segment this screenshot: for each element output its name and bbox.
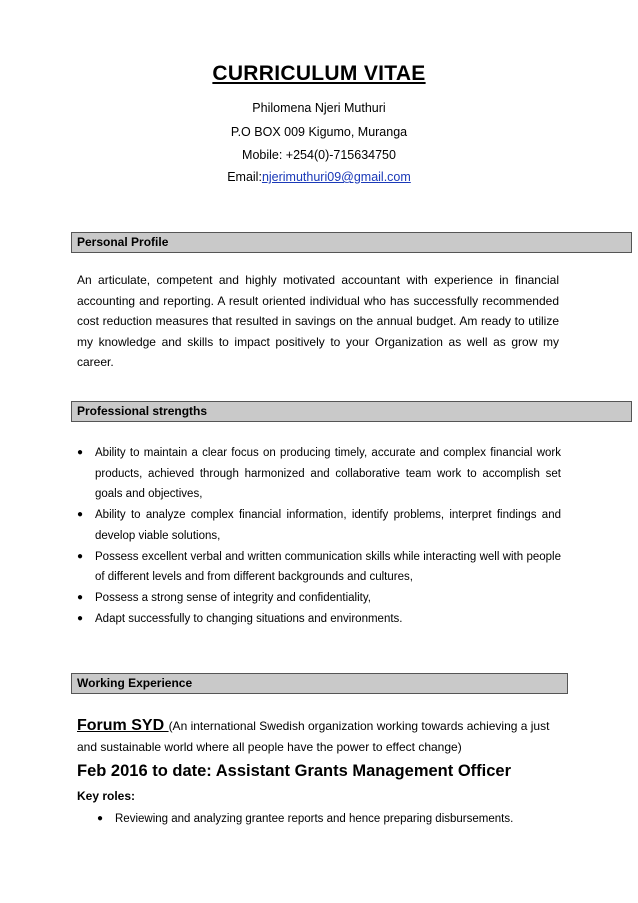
email-link[interactable]: njerimuthuri09@gmail.com xyxy=(261,170,411,184)
bullet-dot-icon: ● xyxy=(77,447,84,458)
list-item-text: Ability to analyze complex financial information, identify problems, interpret findings and develop viable solutions, xyxy=(95,509,561,542)
list-item-text: Reviewing and analyzing grantee reports and hence preparing disbursements. xyxy=(115,813,514,825)
bullet-dot-icon: ● xyxy=(77,591,84,603)
list-item xyxy=(77,609,561,630)
list-item xyxy=(77,443,561,505)
bullet-dot-icon: ● xyxy=(77,612,84,624)
key-roles-label: Key roles: xyxy=(77,789,136,803)
document-title: CURRICULUM VITAE xyxy=(212,62,426,85)
list-item xyxy=(77,505,561,546)
email-line xyxy=(0,170,638,184)
key-roles-list xyxy=(97,809,567,830)
bullet-dot-icon: ● xyxy=(97,813,104,824)
list-item xyxy=(77,547,561,588)
organization-block xyxy=(77,715,565,758)
section-heading-professional-strengths: Professional strengths xyxy=(71,401,632,422)
bullet-dot-icon: ● xyxy=(77,550,84,562)
organization-description: (An international Swedish organization working towards achieving a just and sustainable world where all people have the power to effect change) xyxy=(77,719,550,754)
list-item-text: Possess a strong sense of integrity and confidentiality, xyxy=(95,591,371,604)
organization-name: Forum SYD xyxy=(77,717,169,734)
list-item-text: Possess excellent verbal and written communication skills while interacting well with people of different levels and from different backgrounds and cultures, xyxy=(95,550,561,584)
strengths-list xyxy=(77,443,561,629)
postal-address: P.O BOX 009 Kigumo, Muranga xyxy=(230,125,408,139)
email-label: Email: xyxy=(227,170,262,184)
list-item xyxy=(97,809,567,830)
candidate-name: Philomena Njeri Muthuri xyxy=(252,101,386,115)
job-role-title: Feb 2016 to date: Assistant Grants Management Officer xyxy=(77,762,512,780)
list-item-text: Adapt successfully to changing situations and environments. xyxy=(95,612,403,625)
bullet-dot-icon: ● xyxy=(77,509,84,521)
mobile-number: Mobile: +254(0)-715634750 xyxy=(242,148,396,162)
section-heading-working-experience: Working Experience xyxy=(71,673,568,694)
personal-profile-text: An articulate, competent and highly motivated accountant with experience in financial accounting and reporting. A result oriented individual who has successfully recommended cost reduction measures that resulted in savings on the annual budget. Am ready to utilize my knowledge and skills to impact positively to your Organization as well as grow my career. xyxy=(77,273,559,369)
list-item-text: Ability to maintain a clear focus on producing timely, accurate and complex financial work products, achieved through harmonized and collaborative team work to accomplish set goals and objectives, xyxy=(95,447,561,501)
section-heading-personal-profile: Personal Profile xyxy=(71,232,632,253)
list-item xyxy=(77,588,561,609)
